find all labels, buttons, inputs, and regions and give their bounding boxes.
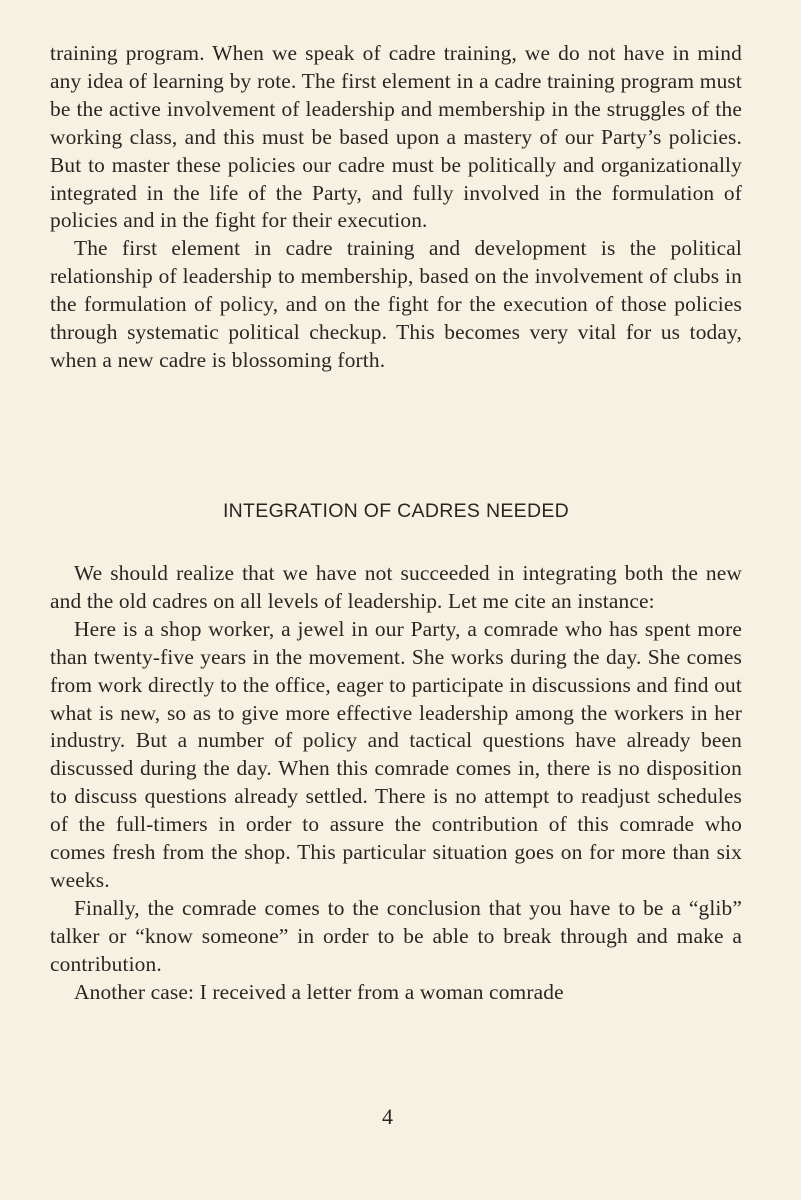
section-heading: INTEGRATION OF CADRES NEEDED [222,500,570,522]
body-text-bottom [50,560,742,1007]
paragraph-1: training program. When we speak of cadre training, we do not have in mind any idea of learning by rote. The first element in a cadre training program must be the active involvement of leadership and membership in the struggles of the working class, and this must be based upon a mastery of our Party’s policies. But to master these policies our cadre must be politically and organizationally integrated in the life of the Party, and fully involved in the formulation of policies and in the fight for their execution. [50,41,742,233]
paragraph-6: Another case: I received a letter from a woman comrade [74,979,564,1004]
paragraph-2: The first element in cadre training and development is the political relationship of leadership to membership, based on the involvement of clubs in the formulation of policy, and on the fight for the execution of those policies through systematic political checkup. This becomes very vital for us today, when a new cadre is blossoming forth. [50,236,742,372]
paragraph-3: We should realize that we have not succeeded in integrating both the new and the old cadres on all levels of leadership. Let me cite an instance: [50,561,742,613]
body-text-top [50,40,742,375]
paragraph-5: Finally, the comrade comes to the conclusion that you have to be a “glib” talker or “know someone” in order to be able to break through and make a contribution. [50,895,742,976]
paragraph-4: Here is a shop worker, a jewel in our Party, a comrade who has spent more than twenty-five years in the movement. She works during the day. She comes from work directly to the office, eager to participate in discussions and find out what is new, so as to give more effective leadership among the workers in her industry. But a number of policy and tactical questions have already been discussed during the day. When this comrade comes in, there is no disposition to discuss questions already settled. There is no attempt to readjust schedules of the full-timers in order to assure the contribution of this comrade who comes fresh from the shop. This particular situation goes on for more than six weeks. [50,616,742,892]
page-number: 4 [382,1104,393,1129]
